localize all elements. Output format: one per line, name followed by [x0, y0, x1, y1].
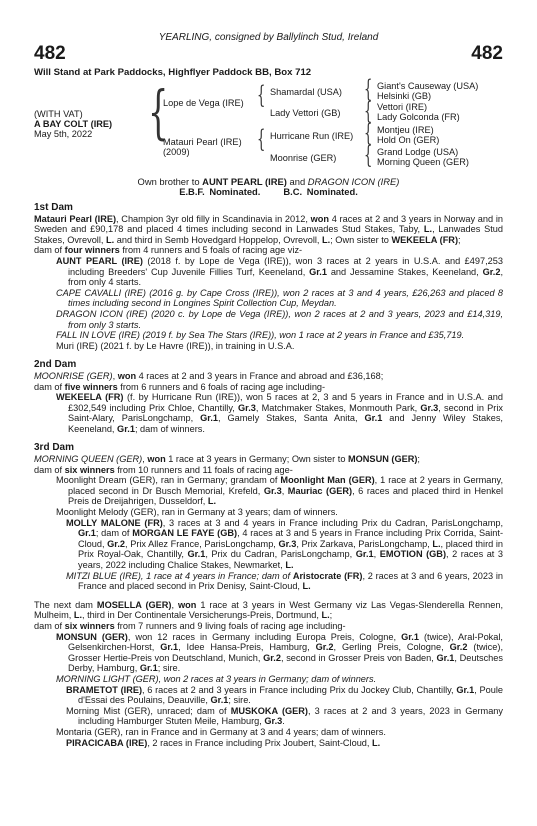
grade-mark: Gr.1	[139, 663, 158, 674]
pedigree-brace-sd: {	[364, 97, 373, 125]
text: from 10 runners and 11 foals of racing age-	[114, 464, 293, 475]
pedigree-dss: Montjeu (IRE)	[377, 125, 434, 135]
pedigree-brace-main: {	[148, 78, 169, 146]
text: The next dam	[34, 599, 97, 610]
consignor-line: YEARLING, consigned by Ballylinch Stud, Ireland	[158, 32, 379, 43]
produce-molly-malone	[34, 518, 503, 571]
pedigree-sdd: Lady Golconda (FR)	[377, 112, 460, 122]
sibling-prefix: Own brother to	[137, 176, 203, 187]
produce-dragon-icon: DRAGON ICON (IRE) (2020 c. by Lope de Vega (IRE)), won 2 races at 2 and 3 years, 2023 and £14,319, from only 3 starts.	[56, 308, 503, 330]
stand-location: Will Stand at Park Paddocks, Highflyer Paddock BB, Box 712	[34, 67, 312, 78]
produce-text: ; sire.	[157, 663, 181, 674]
first-dam-text: and third in Semb Hovedgard Hoppelop, Ovrevoll,	[114, 234, 323, 245]
grade-mark: Gr.2	[107, 538, 126, 549]
produce-text: (f. by Hurricane Run (IRE)), won 5 races at 2, 3 and 5 years in France and in U.S.A. and £302,549 including Prix Chloe, Chantilly,	[68, 392, 503, 413]
bc-nominated: B.C. Nominated.	[283, 186, 358, 197]
vat-note: (WITH VAT)	[34, 109, 83, 119]
grade-mark: Gr.1	[210, 695, 229, 706]
sibling-name-2: DRAGON ICON (IRE)	[307, 176, 400, 187]
grade-mark: Gr.1	[187, 549, 206, 560]
produce-name: MORGAN LE FAYE (GB)	[132, 528, 238, 539]
sibling-mid: and	[286, 176, 308, 187]
produce-text: , second in Grosser Preis von Baden,	[280, 652, 437, 663]
grade-mark: Gr.3	[278, 538, 297, 549]
winner-count: four winners	[64, 245, 120, 256]
grade-mark: Gr.1	[200, 413, 219, 424]
first-dam-text: , Champion 3yr old filly in Scandinavia in 2012,	[116, 213, 311, 224]
produce-name: BRAMETOT (IRE)	[66, 684, 143, 695]
pedigree-brace-sire: {	[257, 81, 266, 109]
produce-text: , 6 races and placed third in Henkel Preis de Dreijahrigen, Dusseldorf,	[68, 485, 503, 507]
pedigree-brace-ss: {	[364, 75, 373, 103]
grade-mark: Gr.1	[355, 549, 374, 560]
horse-dob: May 5th, 2022	[34, 129, 93, 139]
pedigree-dds: Grand Lodge (USA)	[377, 147, 459, 157]
produce-fall-in-love: FALL IN LOVE (IRE) (2019 f. by Sea The Stars (IRE)), won 1 race at 2 years in France and £35,719.	[56, 330, 465, 341]
next-dam-name: MOSELLA (GER)	[96, 599, 172, 610]
produce-text: Moonlight Dream (GER), ran in Germany; grandam of	[56, 475, 281, 486]
pedigree-dam: Matauri Pearl (IRE)	[163, 137, 242, 147]
grade-mark: Gr.2	[263, 652, 281, 663]
text: , third in Der Continentale Versicherungs-Preis, Dortmund,	[82, 610, 322, 621]
grade-mark: Gr.2	[315, 642, 334, 653]
produce-montaria: Montaria (GER), ran in France and in Germany at 3 and 4 years; dam of winners.	[56, 726, 386, 737]
pedigree-dam-dam: Moonrise (GER)	[270, 153, 337, 163]
first-dam-sister: WEKEELA (FR)	[391, 234, 458, 245]
grade-mark: Gr.2	[449, 642, 468, 653]
pedigree-dsd: Hold On (GER)	[377, 135, 440, 145]
won-mark: won	[178, 599, 197, 610]
first-dam-record	[34, 214, 503, 246]
produce-morning-mist	[34, 706, 503, 727]
produce-text: , Idee Hansa-Preis, Hamburg,	[178, 642, 316, 653]
grade-mark: Gr.3	[264, 716, 283, 727]
winner-count: six winners	[64, 464, 115, 475]
pedigree-dam-sire: Hurricane Run (IRE)	[270, 131, 354, 141]
lot-number-left: 482	[34, 43, 66, 64]
produce-text: , 2 races at 3 years, 2022 including Chalice Stakes, Newmarket,	[78, 549, 503, 570]
produce-text: ; dam of winners.	[134, 423, 205, 434]
listed-mark: L.	[372, 737, 381, 748]
first-dam-text: , Lanwades Stud Stakes, Ovrevoll,	[34, 224, 503, 245]
produce-moonlight-melody: Moonlight Melody (GER), ran in Germany at 3 years; dam of winners.	[56, 507, 338, 518]
grade-mark: Gr.1	[456, 684, 475, 695]
grade-mark: Gr.1	[117, 423, 135, 434]
produce-name: AUNT PEARL (IRE)	[56, 255, 143, 266]
produce-name: Aristocrate (FR)	[292, 570, 363, 581]
produce-text: (twice), Grosser Hertie-Preis von Deutschland, Munich,	[68, 642, 503, 663]
produce-text: , Prix du Cadran, ParisLongchamp,	[205, 549, 356, 560]
produce-text: , Gerling Preis, Cologne,	[333, 642, 450, 653]
produce-mitzi-blue	[34, 571, 503, 592]
first-dam-won: won	[310, 213, 329, 224]
third-dam-name: MORNING QUEEN (GER)	[34, 454, 143, 465]
second-dam-produce-summary	[34, 382, 503, 393]
grade-mark: Gr.1	[78, 528, 96, 539]
catalogue-body	[34, 203, 503, 748]
pedigree-ssd: Helsinki (GB)	[377, 91, 432, 101]
sibling-name-1: AUNT PEARL (IRE)	[202, 176, 287, 187]
produce-text: .	[282, 716, 285, 727]
text: dam of	[34, 464, 65, 475]
produce-name: Moonlight Man (GER)	[280, 475, 375, 486]
produce-brametot	[34, 685, 503, 706]
text: 4 races at 2 and 3 years in France and abroad and £36,168;	[136, 370, 384, 381]
listed-mark: L.	[106, 234, 115, 245]
listed-mark: L.	[432, 538, 441, 549]
produce-text: , from only 4 starts.	[68, 266, 504, 288]
produce-cape-cavalli: CAPE CAVALLI (IRE) (2016 g. by Cape Cross (IRE)), won 2 races at 3 and 4 years, £26,263 and placed 8 times including second in Longines Spirit Collection Cup, Meydan.	[56, 287, 503, 309]
grade-mark: Gr.1	[309, 266, 327, 277]
pedigree-dam-year: (2009)	[163, 147, 190, 157]
produce-text: , placed third in Prix Royal-Oak, Chantilly,	[78, 538, 503, 560]
pedigree-sire-sire: Shamardal (USA)	[270, 87, 342, 97]
text: dam of	[34, 245, 65, 256]
produce-text: MITZI BLUE (IRE), 1 race at 4 years in France; dam of	[66, 570, 293, 581]
produce-name: EMOTION (GB)	[379, 549, 446, 560]
produce-moonlight-dream	[34, 475, 503, 507]
first-dam-text: ;	[458, 234, 461, 245]
pedigree-brace-dam: {	[257, 125, 266, 153]
text: ,	[171, 599, 178, 610]
listed-mark: L.	[73, 610, 82, 621]
pedigree-sds: Vettori (IRE)	[377, 102, 428, 112]
grade-mark: Gr.3	[263, 485, 282, 496]
produce-name: MONSUN (GER)	[56, 631, 128, 642]
text: ;	[417, 454, 420, 465]
third-dam-heading: 3rd Dam	[34, 442, 75, 454]
produce-text: , Poule d'Essai des Poulains, Deauville,	[78, 684, 503, 706]
grade-mark: Gr.1	[364, 413, 383, 424]
produce-text: and Jenny Wiley Stakes, Keeneland,	[68, 413, 503, 434]
text: 1 race at 3 years in Germany; Own sister to	[165, 454, 348, 465]
produce-text: , Gamely Stakes, Santa Anita,	[218, 413, 365, 424]
pedigree-brace-ds: {	[364, 119, 373, 147]
produce-text: Morning Mist (GER), unraced; dam of	[66, 705, 231, 716]
grade-mark: Gr.1	[401, 631, 419, 642]
produce-text: ; dam of	[95, 528, 133, 539]
winner-count: six winners	[64, 620, 115, 631]
ebf-nominated: E.B.F. Nominated.	[179, 186, 261, 197]
text: ,	[142, 454, 148, 465]
produce-name: WEKEELA (FR)	[56, 392, 124, 403]
text: dam of	[34, 381, 65, 392]
produce-text: , Deutsches Derby, Hamburg,	[68, 652, 503, 674]
produce-text: , Prix Allez France, ParisLongchamp,	[125, 538, 279, 549]
winner-count: five winners	[64, 381, 118, 392]
text: 1 race at 3 years in West Germany viz Las Vegas-Slenderella Rennen, Mulheim,	[34, 599, 504, 621]
produce-name: MOLLY MALONE (FR)	[66, 517, 163, 528]
first-dam-name: Matauri Pearl (IRE)	[34, 213, 117, 224]
produce-text: , 1 race at 2 years in Germany, placed second in Dr Busch Memorial, Krefeld,	[68, 475, 503, 496]
grade-mark: Gr.1	[160, 642, 179, 653]
first-dam-heading: 1st Dam	[34, 202, 73, 213]
produce-text: , won 12 races in Germany including Europa Preis, Cologne,	[127, 631, 402, 642]
first-dam-text: 4 races at 2 and 3 years in Norway and in Sweden and £90,178 and placed 4 times including second in Lanwades Stud Stakes, Taby,	[34, 213, 503, 235]
pedigree-sire: Lope de Vega (IRE)	[163, 98, 244, 108]
horse-name: A BAY COLT (IRE)	[34, 119, 113, 129]
text: from 7 runners and 9 living foals of racing age including-	[114, 620, 346, 631]
third-dam-produce-summary	[34, 465, 503, 476]
produce-text: , 3 races at 3 and 4 years in France including Prix du Cadran, ParisLongchamp,	[162, 517, 504, 528]
text: from 4 runners and 5 foals of racing age viz-	[119, 245, 303, 256]
produce-text: , Matchmaker Stakes, Monmouth Park,	[255, 402, 421, 413]
pedigree-sire-dam: Lady Vettori (GB)	[270, 108, 341, 118]
produce-text: and Jessamine Stakes, Keeneland,	[326, 266, 483, 277]
grade-mark: Gr.3	[238, 402, 256, 413]
produce-muri: Muri (IRE) (2021 f. by Le Havre (IRE)), in training in U.S.A.	[56, 340, 295, 351]
listed-mark: L.	[302, 581, 311, 592]
text: from 6 runners and 6 foals of racing age including-	[117, 381, 326, 392]
produce-text: (2018 f. by Lope de Vega (IRE)), won 3 races at 2 years in U.S.A. and £497,253 including Breeders' Cup Juvenile Fillies Turf, Keeneland,	[68, 255, 504, 277]
produce-text: , second in Prix Saint-Alary, ParisLongchamp,	[68, 402, 503, 424]
listed-mark: L.	[207, 496, 217, 507]
first-dam-produce-summary	[34, 245, 503, 256]
produce-text: , 2 races at 3 and 6 years, 2023 in France and placed second in Prix Denisy, Saint-Cloud,	[78, 570, 503, 592]
listed-mark: L.	[322, 234, 331, 245]
second-dam-record	[34, 371, 503, 382]
listed-mark: L.	[321, 610, 330, 621]
produce-aunt-pearl	[34, 256, 503, 288]
pedigree-brace-dd: {	[364, 141, 373, 169]
third-dam-sister: MONSUN (GER)	[348, 454, 418, 465]
produce-text: (twice), Aral-Pokal, Gelsenkirchen-Horst,	[68, 631, 503, 653]
produce-wekeela	[34, 392, 503, 434]
won-mark: won	[117, 370, 137, 381]
text: ;	[329, 610, 333, 621]
produce-text: , Prix Zarkava, ParisLongchamp,	[296, 538, 433, 549]
won-mark: won	[147, 454, 166, 465]
pedigree-ddd: Morning Queen (GER)	[377, 157, 469, 167]
grade-mark: Gr.1	[436, 652, 455, 663]
produce-morning-light: MORNING LIGHT (GER), won 2 races at 3 years in Germany; dam of winners.	[56, 673, 377, 684]
next-dam-record	[34, 600, 503, 621]
produce-text: ,	[373, 549, 380, 560]
next-dam-produce-summary	[34, 621, 503, 632]
produce-name: PIRACICABA (IRE)	[66, 737, 148, 748]
lot-number-right: 482	[471, 43, 503, 64]
grade-mark: Gr.3	[420, 402, 439, 413]
produce-text: , 3 races at 2 and 3 years, 2023 in Germany including Hamburger Stuten Meile, Hamburg,	[78, 705, 504, 727]
produce-name: Mauriac (GER)	[287, 485, 353, 496]
produce-text: ; sire.	[228, 695, 251, 706]
produce-text: , 2 races in France including Prix Joubert, Saint-Cloud,	[147, 737, 373, 748]
produce-text: ,	[281, 485, 288, 496]
second-dam-name: MOONRISE (GER)	[34, 370, 113, 381]
first-dam-text: ; Own sister to	[330, 234, 392, 245]
third-dam-record	[34, 454, 503, 465]
nominations	[0, 187, 537, 198]
listed-mark: L.	[423, 224, 433, 235]
produce-text: , 4 races at 3 and 5 years in France including Prix Corrida, Saint-Cloud,	[78, 528, 504, 549]
produce-text: , 6 races at 2 and 3 years in France including Prix du Jockey Club, Chantilly,	[142, 684, 457, 695]
produce-piracicaba	[34, 738, 503, 749]
text: ,	[112, 370, 118, 381]
listed-mark: L.	[285, 560, 294, 570]
pedigree-sss: Giant's Causeway (USA)	[377, 81, 479, 91]
produce-name: MUSKOKA (GER)	[230, 705, 308, 716]
second-dam-heading: 2nd Dam	[34, 359, 77, 371]
text: dam of	[34, 620, 65, 631]
grade-mark: Gr.2	[482, 266, 501, 277]
produce-monsun	[34, 632, 503, 674]
